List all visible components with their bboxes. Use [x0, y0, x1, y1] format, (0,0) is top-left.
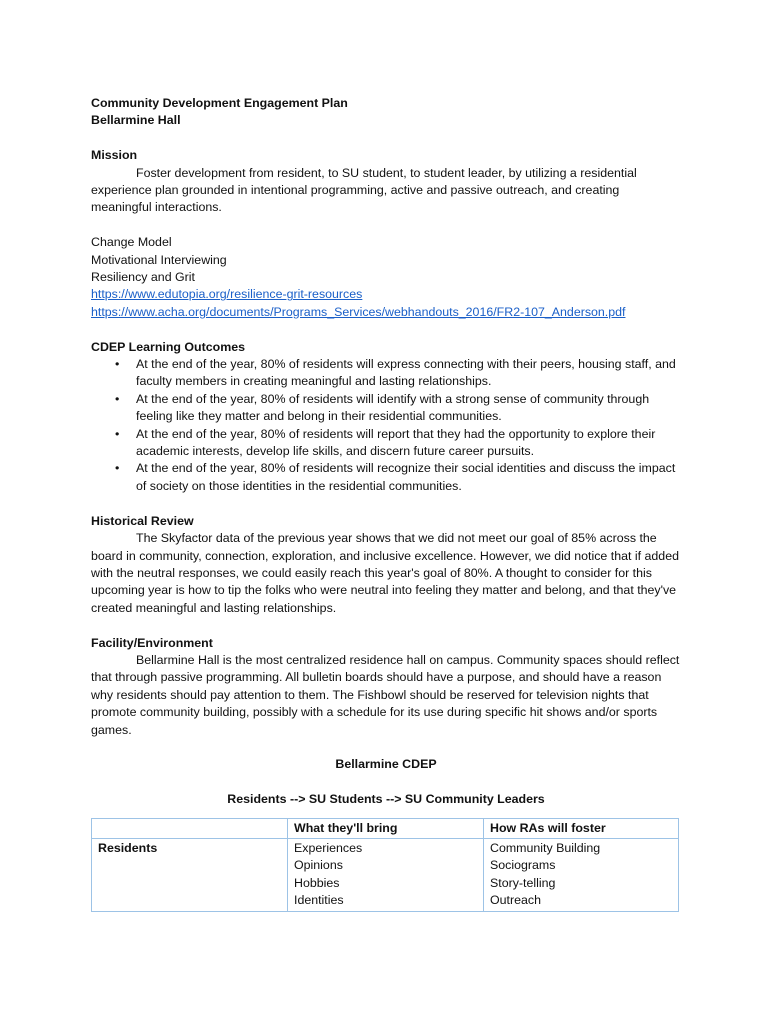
bring-item: Opinions [294, 858, 343, 873]
table-row [92, 838, 679, 911]
table-header-empty [92, 818, 288, 838]
outcome-text: At the end of the year, 80% of residents will report that they had the opportunity to explore their academic interests, develop life skills, and discern future career pursuits. [136, 426, 656, 459]
list-item [91, 356, 681, 391]
facility-text: Bellarmine Hall is the most centralized residence hall on campus. Community spaces should reflect that through passive programming. All bulletin boards should have a purpose, and should have a reason why residents should pay attention to them. The Fishbowl should be reserved for television nights that promote community building, possibly with a schedule for its use during specific hit shows and/or sports games. [91, 652, 680, 737]
historical-text: The Skyfactor data of the previous year shows that we did not meet our goal of 85% across the board in community, connection, exploration, and inclusive excellence. However, we did notice that if added with the neutral responses, we could easily reach this year's goal of 80%. A thought to consider for this upcoming year is how to tip the folks who were neutral into feeling they matter and belong, and that they've created meaningful and lasting relationships. [91, 531, 679, 615]
bring-item: Experiences [294, 840, 363, 855]
outcomes-list [91, 356, 681, 495]
cdep-table [91, 818, 679, 912]
table-header-bring: What they'll bring [288, 818, 484, 838]
document-body [91, 95, 681, 912]
foster-item: Story-telling [490, 875, 556, 890]
bullet-icon: • [115, 391, 120, 406]
outcome-text: At the end of the year, 80% of residents will recognize their social identities and discuss the impact of society on those identities in the residential communities. [136, 461, 676, 493]
bullet-icon: • [115, 357, 120, 372]
historical-heading: Historical Review [91, 513, 194, 528]
foster-cell [484, 838, 679, 911]
bring-cell [288, 838, 484, 911]
table-header-foster: How RAs will foster [484, 818, 679, 838]
bullet-icon: • [115, 461, 120, 476]
bullet-icon: • [115, 426, 120, 441]
list-item [91, 460, 681, 495]
foster-item: Outreach [490, 893, 541, 908]
table-header-row [92, 818, 679, 838]
acha-link[interactable]: https://www.acha.org/documents/Programs_Services/webhandouts_2016/FR2-107_Anderson.pdf [91, 304, 626, 319]
change-model-label: Change Model [91, 235, 172, 250]
list-item [91, 426, 681, 461]
bring-item: Hobbies [294, 875, 340, 890]
row-label-residents: Residents [92, 838, 288, 911]
document-title: Community Development Engagement Plan [91, 96, 348, 110]
resiliency-label: Resiliency and Grit [91, 270, 195, 285]
mission-text: Foster development from resident, to SU student, to student leader, by utilizing a residential experience plan grounded in intentional programming, active and passive outreach, and creating meaningful interactions. [91, 165, 637, 215]
cdep-subtitle: Residents --> SU Students --> SU Community Leaders [227, 792, 545, 807]
list-item [91, 391, 681, 426]
mission-heading: Mission [91, 148, 138, 163]
motivational-interviewing-label: Motivational Interviewing [91, 252, 227, 267]
outcomes-heading: CDEP Learning Outcomes [91, 339, 245, 354]
cdep-title: Bellarmine CDEP [335, 757, 437, 772]
bring-item: Identities [294, 893, 344, 908]
edutopia-link[interactable]: https://www.edutopia.org/resilience-grit-resources [91, 287, 363, 302]
foster-item: Community Building [490, 840, 601, 855]
facility-heading: Facility/Environment [91, 635, 213, 650]
outcome-text: At the end of the year, 80% of residents will identify with a strong sense of community through feeling like they matter and belong in their residential communities. [136, 391, 650, 424]
foster-item: Sociograms [490, 858, 556, 873]
outcome-text: At the end of the year, 80% of residents will express connecting with their peers, housing staff, and faculty members in creating meaningful and lasting relationships. [136, 357, 676, 389]
document-subtitle: Bellarmine Hall [91, 113, 181, 128]
